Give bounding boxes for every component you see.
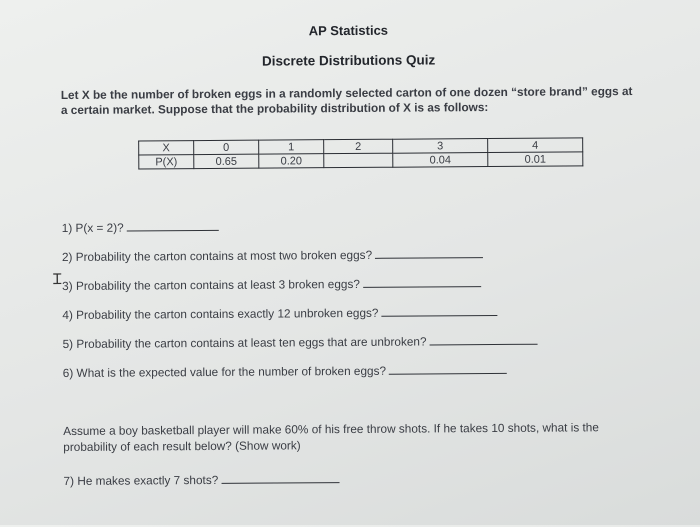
answer-blank xyxy=(381,314,497,317)
question-text: 7) He makes exactly 7 shots? xyxy=(63,472,219,489)
text-cursor-icon: Ɪ xyxy=(53,270,62,289)
question-3 xyxy=(62,276,481,293)
course-title: AP Statistics xyxy=(308,22,389,39)
answer-blank xyxy=(389,372,507,375)
question-text: 3) Probability the carton contains at least 3 broken eggs? xyxy=(62,276,360,294)
row-label-px: P(X) xyxy=(139,155,194,169)
quiz-title: Discrete Distributions Quiz xyxy=(261,52,436,69)
intro-paragraph: Let X be the number of broken eggs in a randomly selected carton of one dozen “store brand” eggs at a certain market. Suppose that the probability distribution of X is as follows: xyxy=(60,84,633,118)
row-label-x: X xyxy=(139,141,194,155)
question-6 xyxy=(63,363,507,380)
x-value-cell: 4 xyxy=(488,138,583,153)
question-text: 1) P(x = 2)? xyxy=(61,220,124,236)
question-2 xyxy=(62,247,483,264)
x-value-cell: 2 xyxy=(324,139,393,153)
answer-blank xyxy=(221,481,339,484)
question-text: 4) Probability the carton contains exactly 12 unbroken eggs? xyxy=(62,305,379,323)
p-value-cell-empty xyxy=(324,153,393,167)
x-value-cell: 0 xyxy=(194,140,259,154)
question-7 xyxy=(63,472,339,488)
question-1 xyxy=(62,220,219,235)
x-value-cell: 1 xyxy=(259,140,324,154)
basketball-paragraph: Assume a boy basketball player will make 60% of his free throw shots. If he takes 10 shots, what is the probability of each result below? (Show work) xyxy=(63,420,599,455)
p-value-cell: 0.01 xyxy=(488,152,583,167)
p-value-cell: 0.65 xyxy=(194,154,259,168)
p-value-cell: 0.04 xyxy=(393,153,488,168)
answer-blank xyxy=(430,343,538,346)
p-value-cell: 0.20 xyxy=(259,154,324,168)
question-5 xyxy=(63,334,538,351)
answer-blank xyxy=(127,229,219,232)
question-4 xyxy=(62,305,497,322)
probability-table xyxy=(138,137,583,169)
x-value-cell: 3 xyxy=(393,139,488,154)
table-row-px xyxy=(139,152,583,169)
question-text: 5) Probability the carton contains at least ten eggs that are unbroken? xyxy=(62,334,427,352)
question-text: 2) Probability the carton contains at most two broken eggs? xyxy=(61,247,373,265)
answer-blank xyxy=(363,285,481,288)
question-text: 6) What is the expected value for the number of broken eggs? xyxy=(62,363,387,381)
answer-blank xyxy=(375,256,483,259)
